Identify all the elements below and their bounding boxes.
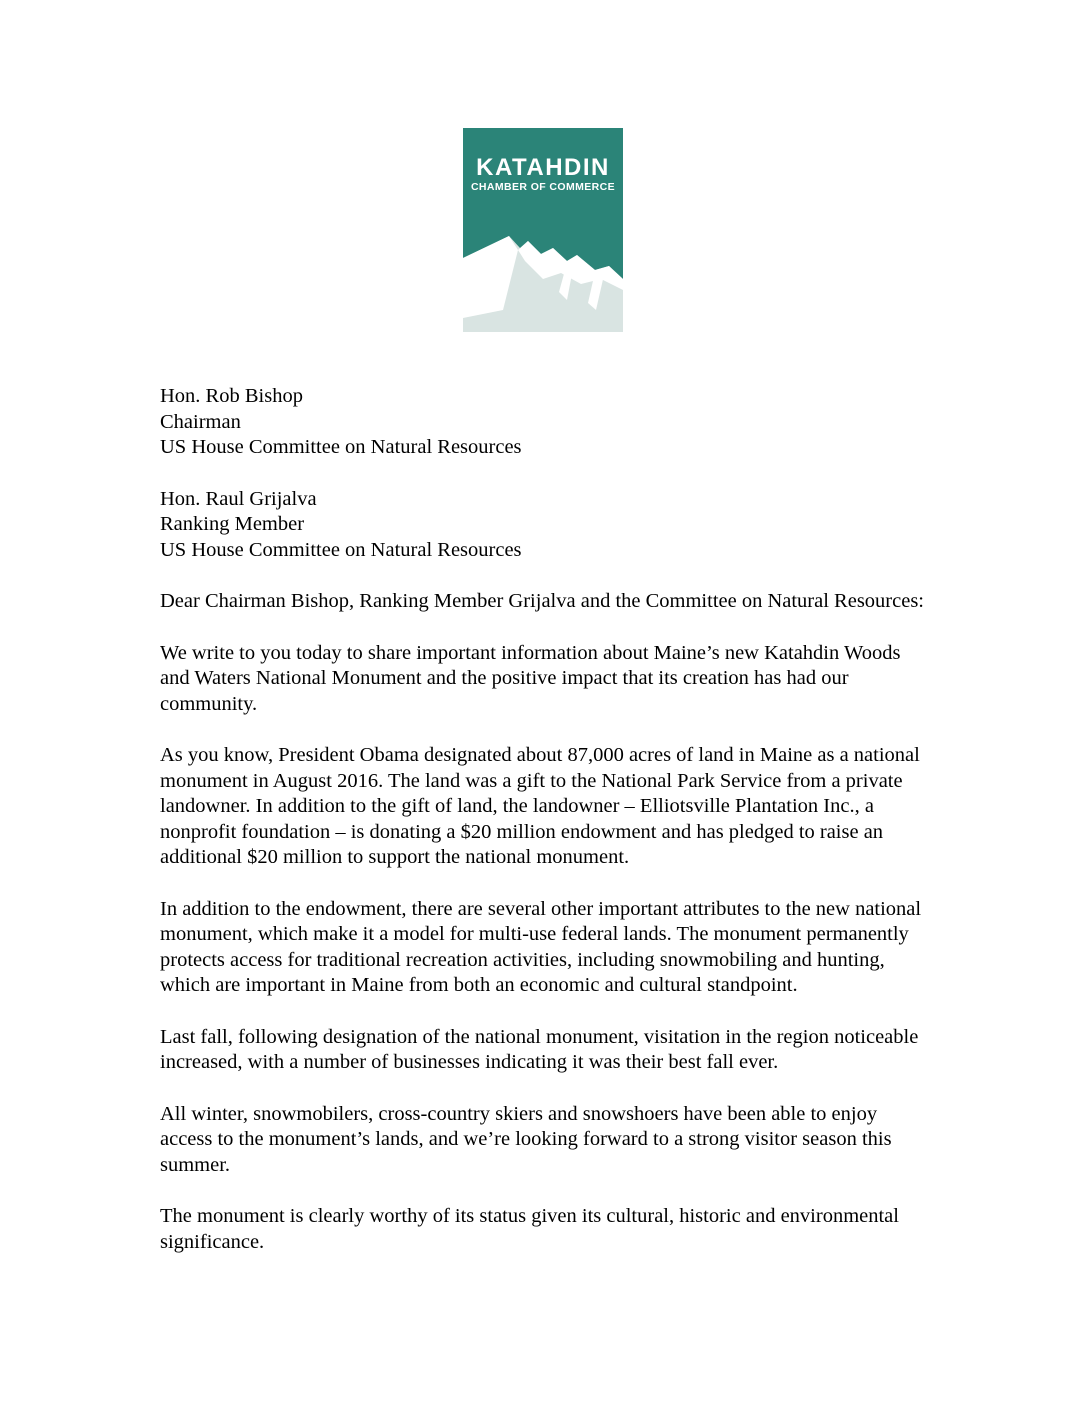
recipient-name: Hon. Rob Bishop <box>160 385 303 407</box>
recipient-title: Chairman <box>160 410 241 433</box>
chamber-logo <box>463 128 623 332</box>
recipient-block <box>160 487 930 564</box>
paragraph-attributes: In addition to the endowment, there are several other important attributes to the new national monument, which make it a model for multi-use federal lands. The monument permanently protects access for traditional recreation activities, including snowmobiling and hunting, which are important in Maine from both an economic and cultural standpoint. <box>160 897 922 996</box>
paragraph-closing: The monument is clearly worthy of its status given its cultural, historic and environmental significance. <box>160 1205 899 1253</box>
paragraph-intro: We write to you today to share important information about Maine’s new Katahdin Woods and Waters National Monument and the positive impact that its creation has had our community. <box>160 641 901 715</box>
paragraph-designation: As you know, President Obama designated about 87,000 acres of land in Maine as a national monument in August 2016. The land was a gift to the National Park Service from a private landowner. In addition to the gift of land, the landowner – Elliotsville Plantation Inc., a nonprofit foundation – is donating a $20 million endowment and has pledged to raise an additional $20 million to support the national monument. <box>160 744 920 868</box>
recipient-name: Hon. Raul Grijalva <box>160 487 317 510</box>
logo-title: KATAHDIN <box>476 154 610 181</box>
logo-subtitle: CHAMBER OF COMMERCE <box>470 181 616 193</box>
salutation: Dear Chairman Bishop, Ranking Member Grijalva and the Committee on Natural Resources: <box>160 590 925 612</box>
mountain-icon <box>463 228 623 332</box>
paragraph-winter: All winter, snowmobilers, cross-country skiers and snowshoers have been able to enjoy access to the monument’s lands, and we’re looking forward to a strong visitor season this summer. <box>160 1102 892 1176</box>
recipient-org: US House Committee on Natural Resources <box>160 436 522 458</box>
paragraph-visitation: Last fall, following designation of the national monument, visitation in the region noticeable increased, with a number of businesses indicating it was their best fall ever. <box>160 1025 919 1073</box>
letter-body <box>160 384 930 1255</box>
recipient-title: Ranking Member <box>160 513 305 535</box>
recipient-block <box>160 384 930 461</box>
recipient-org: US House Committee on Natural Resources <box>160 538 522 561</box>
